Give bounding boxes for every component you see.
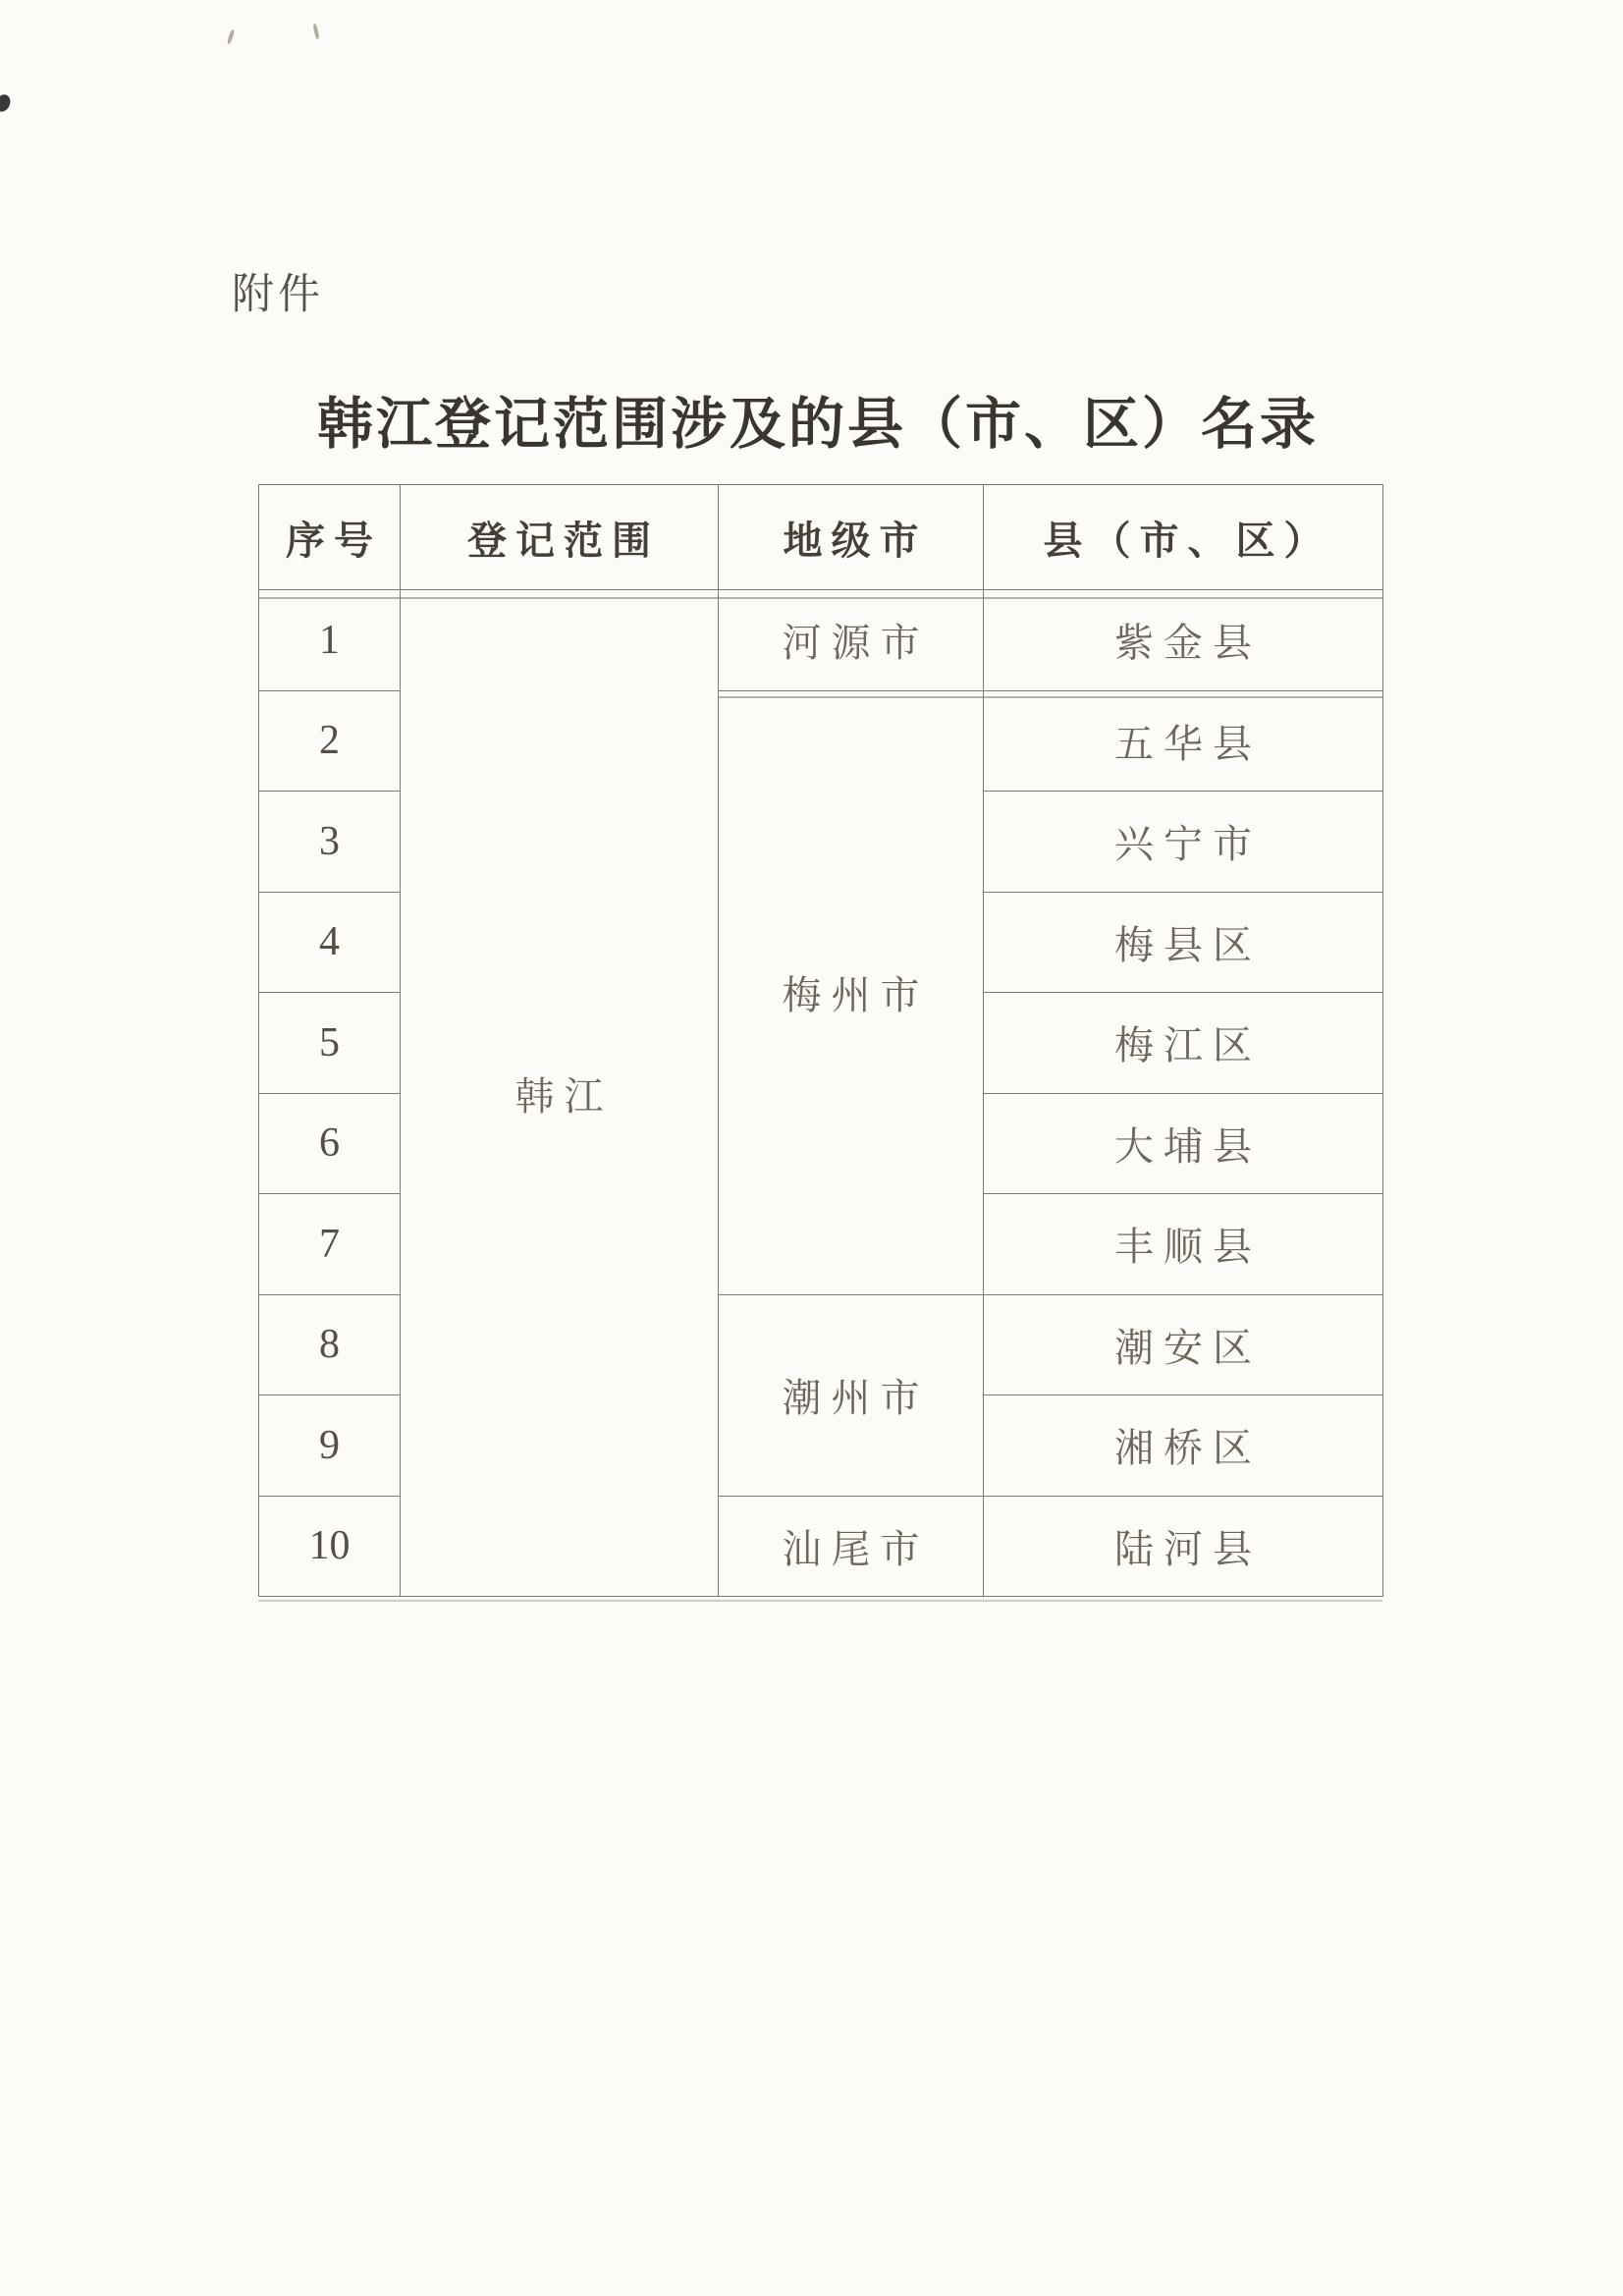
- scan-doubled-line: [718, 696, 1382, 698]
- table-header-row: [259, 485, 1383, 590]
- county-cell: 紫金县: [984, 590, 1383, 691]
- serial-number-cell: 8: [259, 1294, 401, 1395]
- prefecture-city-cell: 河源市: [719, 590, 984, 691]
- serial-number-cell: 7: [259, 1194, 401, 1295]
- serial-number-cell: 10: [259, 1496, 401, 1597]
- header-registration-scope: 登记范围: [401, 485, 719, 590]
- scan-doubled-line: [258, 597, 1382, 599]
- serial-number-cell: 4: [259, 892, 401, 993]
- county-cell: 陆河县: [984, 1496, 1383, 1597]
- scan-artifact-edge-speck: [0, 92, 13, 114]
- county-list-table: [258, 484, 1383, 1597]
- table-row: [259, 590, 1383, 691]
- prefecture-city-cell: 梅州市: [719, 690, 984, 1294]
- registration-scope-cell: 韩江: [401, 590, 719, 1597]
- header-prefecture-city: 地级市: [719, 485, 984, 590]
- header-county: 县（市、区）: [984, 485, 1383, 590]
- prefecture-city-cell: 潮州市: [719, 1294, 984, 1496]
- attachment-label: 附件: [232, 272, 324, 318]
- county-cell: 梅江区: [984, 993, 1383, 1094]
- serial-number-cell: 3: [259, 792, 401, 893]
- serial-number-cell: 1: [259, 590, 401, 691]
- scan-doubled-line: [258, 1600, 1382, 1602]
- county-cell: 湘桥区: [984, 1395, 1383, 1497]
- county-cell: 潮安区: [984, 1294, 1383, 1395]
- county-cell: 兴宁市: [984, 792, 1383, 893]
- serial-number-cell: 5: [259, 993, 401, 1094]
- serial-number-cell: 2: [259, 690, 401, 792]
- serial-number-cell: 9: [259, 1395, 401, 1497]
- header-serial-number: 序号: [259, 485, 401, 590]
- county-cell: 五华县: [984, 690, 1383, 792]
- scan-artifact-mark: [227, 29, 235, 45]
- county-cell: 梅县区: [984, 892, 1383, 993]
- scan-artifact-mark: [312, 24, 319, 39]
- prefecture-city-cell: 汕尾市: [719, 1496, 984, 1597]
- county-cell: 大埔县: [984, 1093, 1383, 1194]
- serial-number-cell: 6: [259, 1093, 401, 1194]
- county-cell: 丰顺县: [984, 1194, 1383, 1295]
- page-title: 韩江登记范围涉及的县（市、区）名录: [317, 394, 1319, 456]
